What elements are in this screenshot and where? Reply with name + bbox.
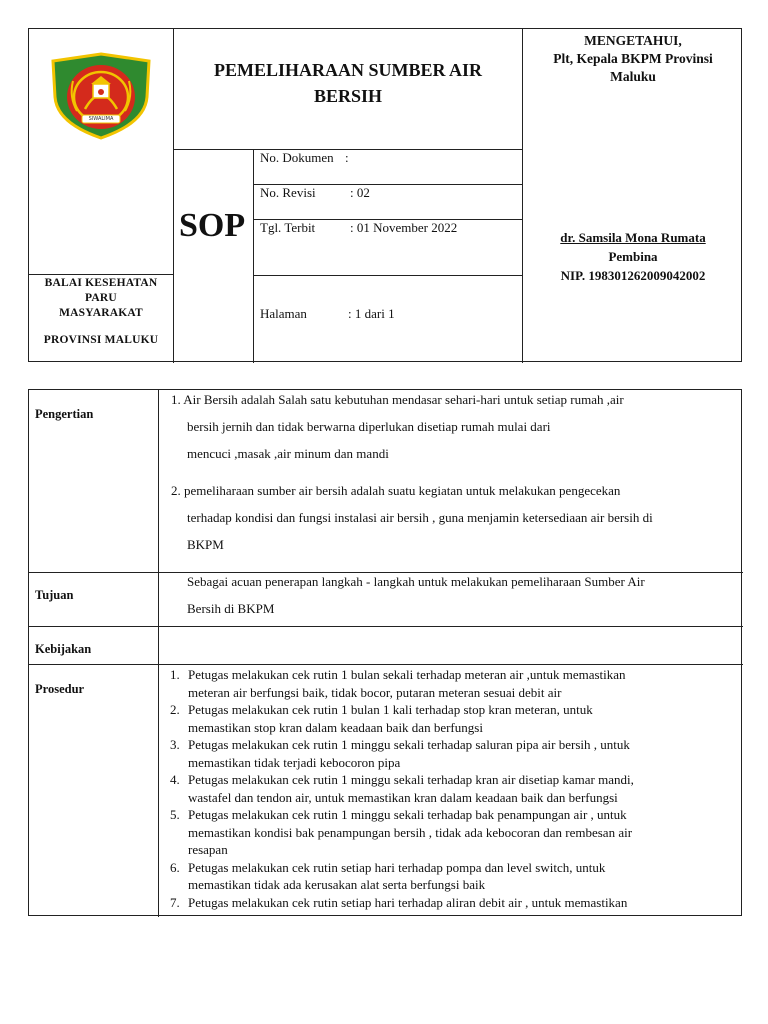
- org-line-3: MASYARAKAT: [59, 307, 143, 319]
- organization-logo: [49, 51, 153, 141]
- item-line: wastafel dan tendon air, untuk memastikan kran dalam keadaan baik dan berfungsi: [188, 789, 618, 805]
- sop-header-table: [28, 28, 742, 362]
- list-item: [158, 806, 743, 859]
- item-line: Petugas melakukan cek rutin setiap hari terhadap pompa dan level switch, untuk: [188, 859, 606, 875]
- pengertian-p1-line1: 1. Air Bersih adalah Salah satu kebutuhan mendasar sehari-hari untuk setiap rumah ,air: [171, 392, 624, 407]
- field-value-halaman: : 1 dari 1: [348, 306, 395, 321]
- field-label-no-dokumen: No. Dokumen: [260, 150, 334, 165]
- item-number: 4.: [170, 772, 180, 787]
- item-number: 1.: [170, 667, 180, 682]
- item-line: meteran air berfungsi baik, tidak bocor, putaran meteran sesuai debit air: [188, 684, 562, 700]
- list-item: [158, 859, 743, 894]
- item-line: Petugas melakukan cek rutin 1 bulan sekali terhadap meteran air ,untuk memastikan: [188, 667, 626, 682]
- item-line: memastikan stop kran dalam keadaan baik dan berfungsi: [188, 719, 483, 735]
- field-value-no-dokumen: :: [345, 150, 349, 165]
- item-number: 2.: [170, 702, 180, 717]
- org-line-2: PARU: [85, 292, 117, 304]
- item-number: 6.: [170, 859, 180, 875]
- item-line: memastikan tidak terjadi kebocoron pipa: [188, 754, 401, 770]
- pengertian-p2-line2: terhadap kondisi dan fungsi instalasi air bersih , guna menjamin ketersediaan air bersih di: [187, 510, 653, 525]
- tujuan-line1: Sebagai acuan penerapan langkah - langkah untuk melakukan pemeliharaan Sumber Air: [187, 574, 645, 589]
- item-line: Petugas melakukan cek rutin setiap hari terhadap aliran debit air , untuk memastikan: [188, 894, 628, 910]
- field-label-halaman: Halaman: [260, 306, 307, 321]
- item-line: memastikan tidak ada kerusakan alat serta berfungsi baik: [188, 877, 486, 892]
- item-number: 5.: [170, 807, 180, 822]
- field-value-no-revisi: : 02: [350, 185, 370, 200]
- item-line: resapan: [188, 842, 228, 857]
- pengertian-p1-line3: mencuci ,masak ,air minum dan mandi: [187, 446, 389, 461]
- list-item: [158, 736, 743, 771]
- item-line: Petugas melakukan cek rutin 1 minggu sekali terhadap kran air disetiap kamar mandi,: [188, 772, 634, 787]
- item-line: Petugas melakukan cek rutin 1 minggu sekali terhadap bak penampungan air , untuk: [188, 807, 627, 822]
- item-number: 7.: [170, 894, 180, 910]
- maluku-emblem-icon: [49, 51, 153, 141]
- signatory-nip: NIP. 198301262009042002: [560, 268, 706, 283]
- pengertian-text: [171, 386, 741, 558]
- approval-line-2: Plt, Kepala BKPM Provinsi: [553, 51, 713, 66]
- item-line: Petugas melakukan cek rutin 1 minggu sekali terhadap saluran pipa air bersih , untuk: [188, 737, 630, 752]
- sop-content-table: [28, 389, 742, 916]
- signatory-rank: Pembina: [608, 249, 658, 264]
- tujuan-text: [187, 568, 741, 622]
- item-number: 3.: [170, 737, 180, 752]
- pengertian-p1-line2: bersih jernih dan tidak berwarna diperlukan disetiap rumah mulai dari: [187, 419, 551, 434]
- section-label-tujuan: Tujuan: [35, 588, 74, 602]
- prosedur-list: [158, 666, 743, 911]
- logo-banner-text: SIWALIMA: [88, 116, 114, 122]
- field-label-no-revisi: No. Revisi: [260, 185, 316, 200]
- sop-label: SOP: [179, 207, 246, 244]
- tujuan-line2: Bersih di BKPM: [187, 601, 275, 616]
- item-line: Petugas melakukan cek rutin 1 bulan 1 kali terhadap stop kran meteran, untuk: [188, 702, 593, 717]
- signatory-block: [523, 228, 743, 285]
- prosedur-list-container: [158, 666, 743, 911]
- organization-name: [29, 275, 173, 348]
- approval-block: [523, 32, 743, 86]
- field-value-tgl-terbit: : 01 November 2022: [350, 220, 458, 235]
- approval-line-1: MENGETAHUI,: [584, 33, 682, 48]
- pengertian-p2-line1: 2. pemeliharaan sumber air bersih adalah suatu kegiatan untuk melakukan pengecekan: [171, 483, 621, 498]
- section-label-prosedur: Prosedur: [35, 682, 85, 696]
- section-label-pengertian: Pengertian: [35, 407, 94, 421]
- approval-line-3: Maluku: [610, 69, 656, 84]
- item-line: memastikan kondisi bak penampungan bersih , tidak ada kebocoran dan rembesan air: [188, 824, 633, 840]
- field-label-tgl-terbit: Tgl. Terbit: [260, 220, 316, 235]
- org-line-4: PROVINSI MALUKU: [43, 334, 159, 346]
- list-item: [158, 894, 743, 912]
- signatory-name: dr. Samsila Mona Rumata: [560, 230, 706, 245]
- section-label-kebijakan: Kebijakan: [35, 642, 92, 656]
- list-item: [158, 666, 743, 701]
- list-item: [158, 701, 743, 736]
- pengertian-p2-line3: BKPM: [187, 537, 224, 552]
- list-item: [158, 771, 743, 806]
- org-line-1: BALAI KESEHATAN: [44, 277, 158, 289]
- document-title: PEMELIHARAAN SUMBER AIR BERSIH: [213, 60, 483, 106]
